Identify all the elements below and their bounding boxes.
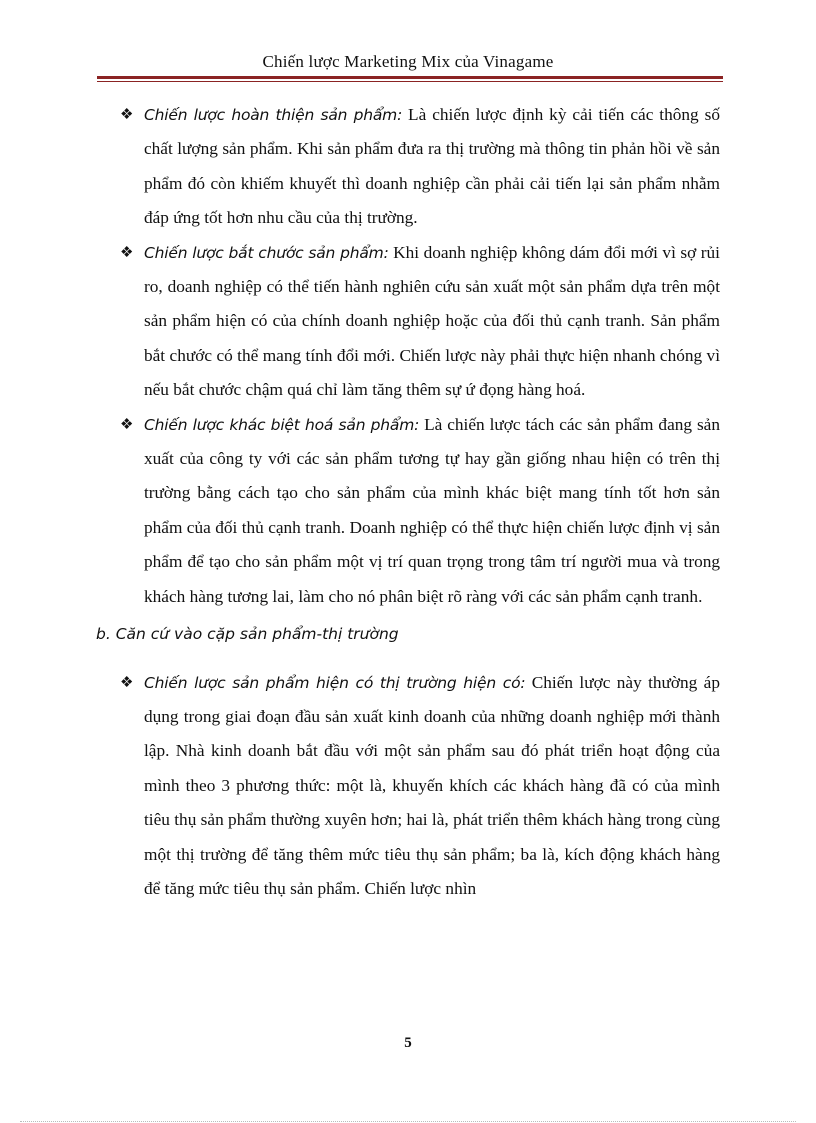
bullet-term: Chiến lược sản phẩm hiện có thị trường hiện có: xyxy=(144,673,526,692)
bullet-text: Chiến lược này thường áp dụng trong giai đoạn đầu sản xuất kinh doanh của những doanh nghiệp mới thành lập. Nhà kinh doanh bắt đầu với một sản phẩm sau đó phát triển hoạt động của mình theo 3 phương thức: một là, khuyến khích các khách hàng đã có của mình tiêu thụ sản phẩm thường xuyên hơn; hai là, phát triển thêm khách hàng trong cùng một thị trường để tăng thêm mức tiêu thụ sản phẩm; ba là, kích động khách hàng để tăng mức tiêu thụ sản phẩm. Chiến lược nhìn xyxy=(144,672,720,898)
page-number: 5 xyxy=(404,1035,412,1051)
bullet-text: Là chiến lược định kỳ cải tiến các thông số chất lượng sản phẩm. Khi sản phẩm đưa ra thị trường mà thông tin phản hồi về sản phẩm đó còn khiếm khuyết thì doanh nghiệp cần phải cải tiến lại sản phẩm nhằm đáp ứng tốt hơn nhu cầu của thị trường. xyxy=(144,105,720,228)
bullet-text: Là chiến lược tách các sản phẩm đang sản xuất của công ty với các sản phẩm tương tự hay gần giống nhau hiện có trên thị trường bằng cách tạo cho sản phẩm của mình khác biệt mang tính tốt hơn sản phẩm của đối thủ cạnh tranh. Doanh nghiệp có thể thực hiện chiến lược định vị sản phẩm để tạo cho sản phẩm một vị trí quan trọng trong tâm trí người mua và trong khách hàng tương lai, làm cho nó phân biệt rõ ràng với các sản phẩm cạnh tranh. xyxy=(144,414,720,606)
four-diamond-bullet-icon: ❖ xyxy=(120,416,134,433)
bullet-paragraph xyxy=(96,408,720,614)
bullet-term: Chiến lược khác biệt hoá sản phẩm: xyxy=(144,415,420,434)
bullet-term: Chiến lược bắt chước sản phẩm: xyxy=(144,243,389,262)
bullet-paragraph xyxy=(96,666,720,907)
bullet-term: Chiến lược hoàn thiện sản phẩm: xyxy=(144,106,403,124)
footer-dotted-line xyxy=(20,1121,796,1122)
document-body xyxy=(96,98,720,906)
four-diamond-bullet-icon: ❖ xyxy=(120,244,134,261)
page-header-title: Chiến lược Marketing Mix của Vinagame xyxy=(262,52,554,71)
bullet-text: Khi doanh nghiệp không dám đổi mới vì sợ rủi ro, doanh nghiệp có thể tiến hành nghiên cứu sản xuất một sản phẩm dựa trên một sản phẩm hiện có của chính doanh nghiệp hoặc của đối thủ cạnh tranh. Sản phẩm bắt chước có thể mang tính đổi mới. Chiến lược này phải thực hiện nhanh chóng vì nếu bắt chước chậm quá chỉ làm tăng thêm sự ứ đọng hàng hoá. xyxy=(144,242,720,400)
bullet-paragraph xyxy=(96,98,720,236)
header-rule-thin xyxy=(97,81,723,82)
four-diamond-bullet-icon: ❖ xyxy=(120,674,134,691)
section-heading-b: b. Căn cứ vào cặp sản phẩm-thị trường xyxy=(96,625,399,644)
bullet-paragraph xyxy=(96,236,720,408)
header-rule-thick xyxy=(97,76,723,79)
four-diamond-bullet-icon: ❖ xyxy=(120,107,134,123)
